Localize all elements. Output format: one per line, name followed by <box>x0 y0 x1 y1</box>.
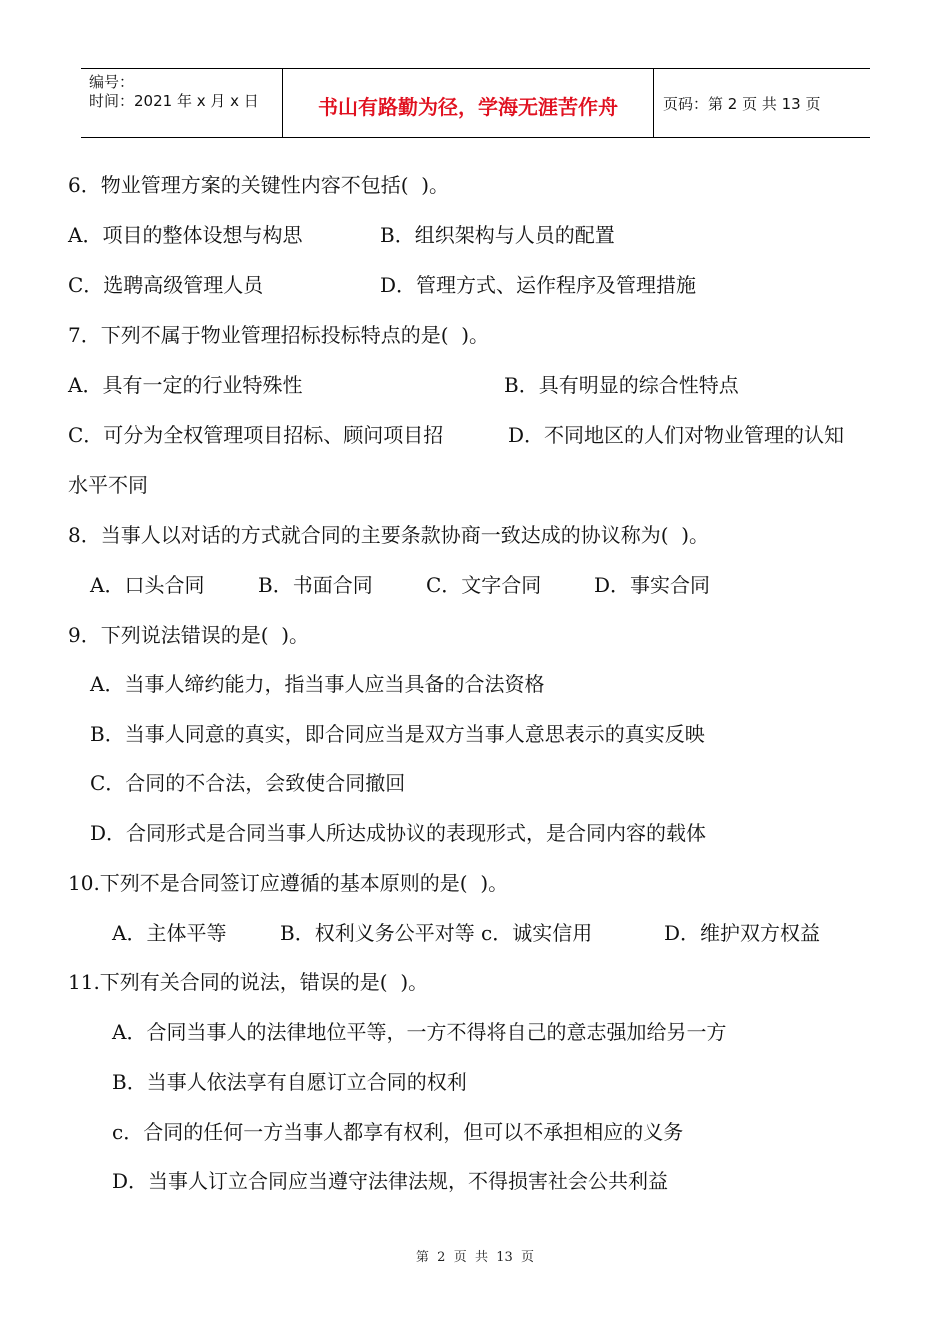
header-page-number: 页码：第 2 页 共 13 页 <box>663 95 821 113</box>
question-10-option-a: A．主体平等 <box>112 921 227 945</box>
question-6-option-c: C．选聘高级管理人员 <box>68 273 264 297</box>
question-7: 7．下列不属于物业管理招标投标特点的是( )。 <box>68 323 490 347</box>
question-9-option-b: B．当事人同意的真实，即合同应当是双方当事人意思表示的真实反映 <box>90 722 705 746</box>
page-footer: 第 2 页 共 13 页 <box>415 1250 535 1265</box>
question-10-option-d: D．维护双方权益 <box>664 921 821 945</box>
question-6-option-a: A．项目的整体设想与构思 <box>68 223 303 247</box>
question-9-option-c: C．合同的不合法，会致使合同撤回 <box>90 771 406 795</box>
question-11-option-b: B．当事人依法享有自愿订立合同的权利 <box>112 1070 467 1094</box>
question-11: 11.下列有关合同的说法，错误的是( )。 <box>68 970 429 994</box>
page-header <box>81 68 870 138</box>
document-date-label: 时间：2021 年 x 月 x 日 <box>89 92 259 110</box>
question-7-option-a: A．具有一定的行业特殊性 <box>68 373 303 397</box>
header-info-cell <box>81 69 281 137</box>
question-9-option-d: D．合同形式是合同当事人所达成协议的表现形式，是合同内容的载体 <box>90 821 707 845</box>
question-11-option-a: A．合同当事人的法律地位平等，一方不得将自己的意志强加给另一方 <box>112 1020 727 1044</box>
question-7-option-c: C．可分为全权管理项目招标、顾问项目招 <box>68 423 444 447</box>
header-page-cell <box>653 69 870 137</box>
question-6-option-b: B．组织架构与人员的配置 <box>380 223 615 247</box>
question-11-option-d: D．当事人订立合同应当遵守法律法规，不得损害社会公共利益 <box>112 1169 669 1193</box>
question-6-option-d: D．管理方式、运作程序及管理措施 <box>380 273 697 297</box>
question-8-option-c: C．文字合同 <box>426 573 542 597</box>
header-motto: 书山有路勤为径，学海无涯苦作舟 <box>318 95 618 119</box>
question-8-option-a: A．口头合同 <box>90 573 205 597</box>
question-11-option-c: c．合同的任何一方当事人都享有权利，但可以不承担相应的义务 <box>112 1120 684 1144</box>
question-7-option-d-continued: 水平不同 <box>68 473 148 497</box>
question-8-option-b: B．书面合同 <box>258 573 373 597</box>
question-10: 10.下列不是合同签订应遵循的基本原则的是( )。 <box>68 871 509 895</box>
question-9: 9．下列说法错误的是( )。 <box>68 623 310 647</box>
question-10-option-b-c: B．权利义务公平对等 c．诚实信用 <box>280 921 593 945</box>
question-8: 8．当事人以对话的方式就合同的主要条款协商一致达成的协议称为( )。 <box>68 523 710 547</box>
question-7-option-d: D．不同地区的人们对物业管理的认知 <box>508 423 845 447</box>
question-8-option-d: D．事实合同 <box>594 573 711 597</box>
question-9-option-a: A．当事人缔约能力，指当事人应当具备的合法资格 <box>90 672 545 696</box>
document-number-label: 编号： <box>89 73 135 91</box>
header-motto-cell <box>282 69 654 137</box>
question-7-option-b: B．具有明显的综合性特点 <box>504 373 739 397</box>
question-6: 6．物业管理方案的关键性内容不包括( )。 <box>68 173 450 197</box>
